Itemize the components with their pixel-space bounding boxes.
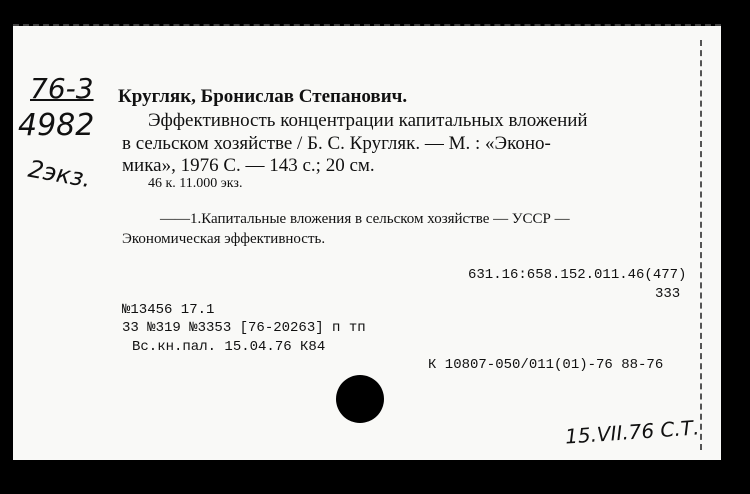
- shelfmark-line1: 76-3: [30, 72, 94, 105]
- footer-handwritten-note: 15.VII.76 С.Т.: [564, 415, 701, 449]
- entry-title-line3: мика», 1976 С. — 143 с.; 20 см.: [122, 155, 375, 176]
- entry-title-line1: Эффективность концентрации капитальных вложений: [148, 110, 588, 131]
- punch-hole: [336, 375, 384, 423]
- subject-line1: ——1.Капитальные вложения в сельском хозяйстве — УССР —: [160, 211, 570, 227]
- service-line3: Вс.кн.пал. 15.04.76 К84: [132, 339, 326, 355]
- author-mark: 333: [655, 286, 681, 302]
- card-right-edge: [700, 40, 704, 450]
- service-line1: №13456 17.1: [122, 302, 215, 318]
- subject-line2: Экономическая эффективность.: [122, 231, 326, 247]
- entry-print-info: 46 к. 11.000 экз.: [148, 176, 243, 191]
- service-code: К 10807-050/011(01)-76 88-76: [428, 357, 664, 373]
- entry-author: Кругляк, Бронислав Степанович.: [118, 86, 408, 107]
- shelfmark-line2: 4982: [18, 108, 95, 143]
- card-top-edge: [13, 24, 721, 26]
- service-line2: 33 №319 №3353 [76-20263] п тп: [122, 320, 366, 336]
- copies-note: 2экз.: [26, 154, 94, 194]
- entry-title-line2: в сельском хозяйстве / Б. С. Кругляк. — М. : «Эконо-: [122, 133, 551, 154]
- udc-index: 631.16:658.152.011.46(477): [468, 267, 687, 283]
